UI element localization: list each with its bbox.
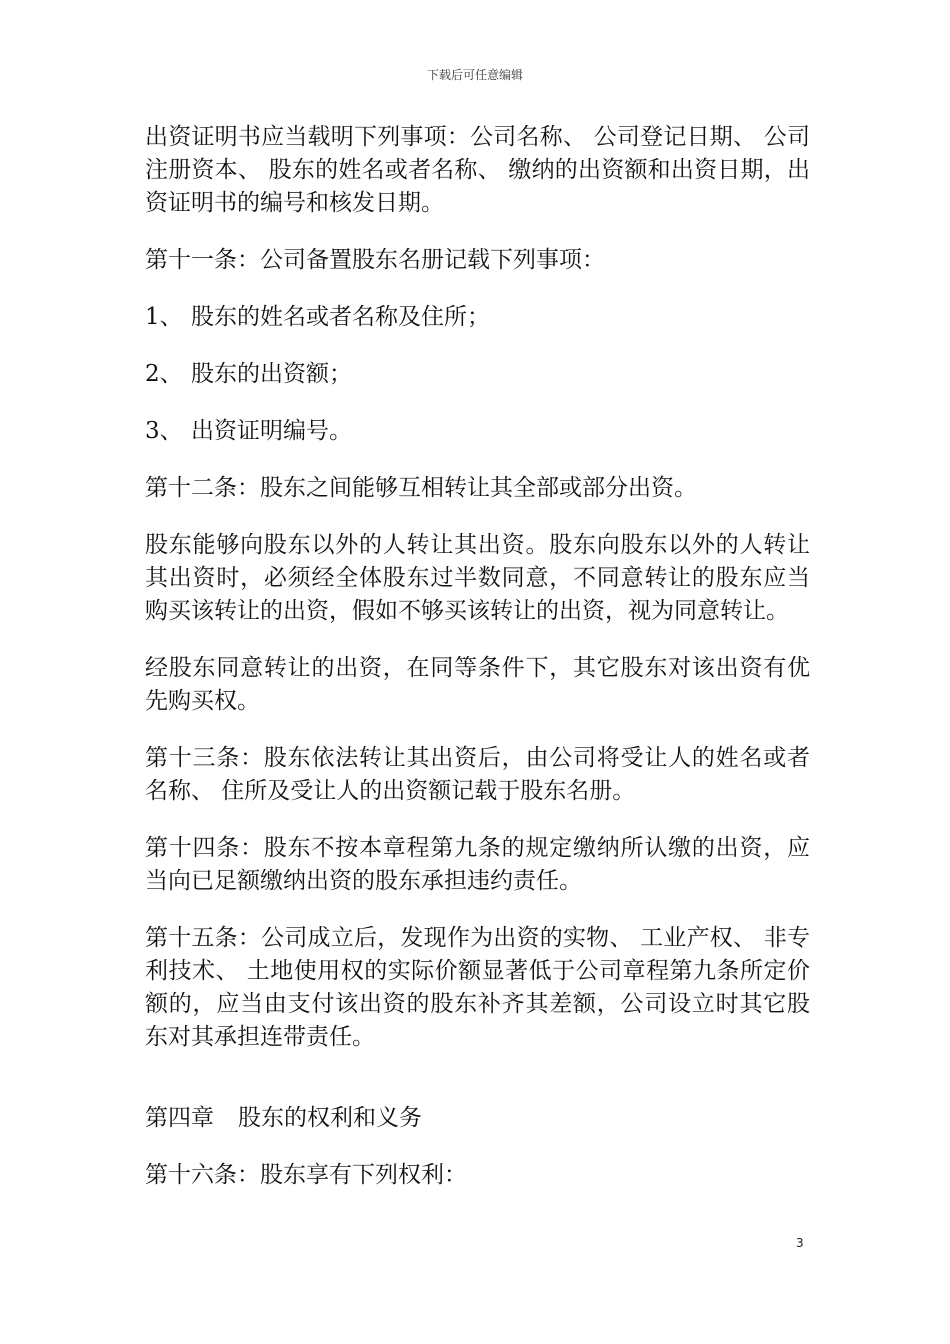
- paragraph-transfer-outside: 股东能够向股东以外的人转让其出资。股东向股东以外的人转让其出资时，必须经全体股东过半数同意，不同意转让的股东应当购买该转让的出资，假如不够买该转让的出资，视为同意转让。: [145, 532, 810, 624]
- paragraph-article-14: 第十四条：股东不按本章程第九条的规定缴纳所认缴的出资，应当向已足额缴纳出资的股东承担违约责任。: [145, 835, 810, 894]
- list-item-text: 股东的出资额；: [191, 361, 352, 387]
- list-item-number: 2、: [145, 361, 183, 387]
- list-item: [145, 358, 810, 391]
- paragraph-article-16: 第十六条：股东享有下列权利：: [145, 1162, 467, 1188]
- chapter-title: 股东的权利和义务: [238, 1105, 422, 1131]
- paragraph-preemptive-right: 经股东同意转让的出资，在同等条件下，其它股东对该出资有优先购买权。: [145, 655, 810, 714]
- list-item: [145, 415, 810, 448]
- paragraph-article-11: 第十一条：公司备置股东名册记载下列事项：: [145, 247, 605, 273]
- paragraph-article-13: 第十三条：股东依法转让其出资后，由公司将受让人的姓名或者名称、 住所及受让人的出资额记载于股东名册。: [145, 745, 810, 804]
- list-item: [145, 301, 810, 334]
- page-number: 3: [796, 1236, 804, 1250]
- paragraph-article-15: 第十五条：公司成立后，发现作为出资的实物、 工业产权、 非专利技术、 土地使用权的实际价额显著低于公司章程第九条所定价额的，应当由支付该出资的股东补齐其差额，公司设立时其它股东对其承担连带责任。: [145, 925, 810, 1050]
- list-item-text: 股东的姓名或者名称及住所；: [191, 304, 490, 330]
- chapter-number: 第四章: [145, 1105, 214, 1131]
- paragraph-capital-certificate: 出资证明书应当载明下列事项：公司名称、 公司登记日期、 公司注册资本、 股东的姓名或者名称、 缴纳的出资额和出资日期，出资证明书的编号和核发日期。: [145, 124, 810, 216]
- document-body: [145, 121, 810, 1216]
- list-item-text: 出资证明编号。: [191, 418, 352, 444]
- chapter-heading: [145, 1102, 810, 1135]
- list-item-number: 1、: [145, 304, 183, 330]
- page-header: 下载后可任意编辑: [426, 68, 523, 82]
- list-item-number: 3、: [145, 418, 183, 444]
- paragraph-article-12: 第十二条：股东之间能够互相转让其全部或部分出资。: [145, 475, 697, 501]
